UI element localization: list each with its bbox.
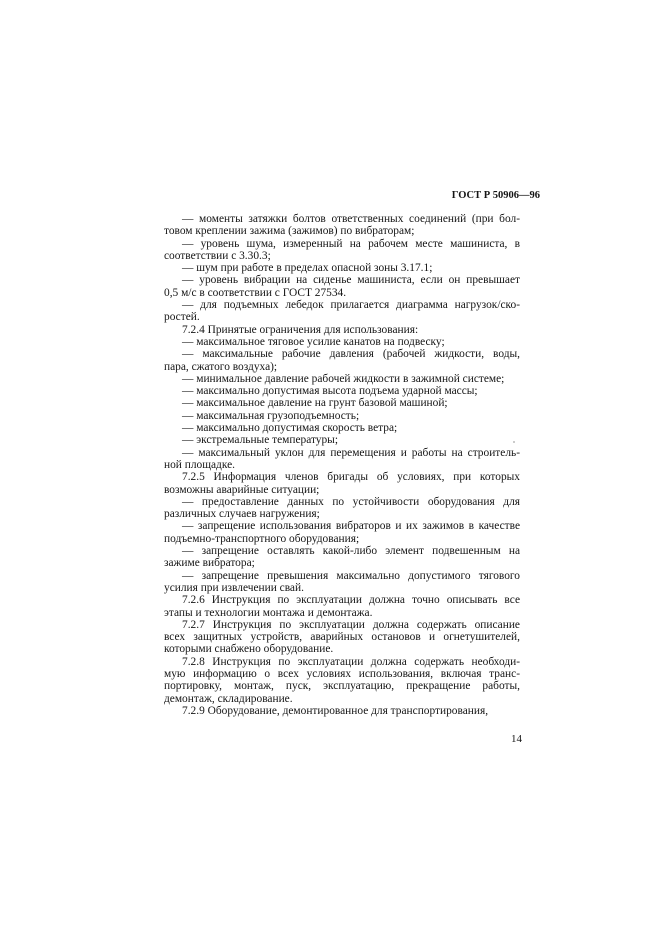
- text-line: — максимальное давление на грунт базовой машиной;: [182, 397, 448, 410]
- paragraph: [146, 213, 520, 238]
- standard-code-header: ГОСТ Р 50906—96: [451, 190, 540, 201]
- text-line: 7.2.8 Инструкция по эксплуатации должна содержать необходи-: [182, 655, 520, 668]
- text-line: портировку, монтаж, пуск, эксплуатацию, прекращение работы,: [164, 680, 520, 693]
- text-line: возможны аварийные ситуации;: [164, 483, 320, 496]
- text-line: 7.2.5 Информация членов бригады об условиях, при которых: [182, 471, 520, 484]
- paragraph: [146, 299, 520, 324]
- paragraph: [146, 594, 520, 619]
- paragraph: [146, 274, 520, 299]
- text-line: — для подъемных лебедок прилагается диаграмма нагрузок/ско-: [182, 299, 520, 312]
- paragraph: [146, 570, 520, 595]
- text-line: 7.2.9 Оборудование, демонтированное для транспортирования,: [182, 704, 489, 717]
- text-line: — уровень вибрации на сиденье машиниста, если он превышает: [182, 274, 520, 287]
- text-line: мую информацию о всех условиях использования, включая транс-: [164, 667, 520, 680]
- text-line: 0,5 м/с в соответствии с ГОСТ 27534.: [164, 286, 347, 299]
- text-line: — запрещение превышения максимально допустимого тягового: [182, 569, 520, 582]
- text-line: — экстремальные температуры;: [182, 434, 339, 447]
- paragraph: [146, 471, 520, 496]
- paragraph: [146, 397, 520, 409]
- page-number: 14: [511, 733, 522, 745]
- text-line: усилия при извлечении свай.: [164, 581, 304, 594]
- paragraph: [146, 656, 520, 705]
- text-line: этапы и технологии монтажа и демонтажа.: [164, 606, 373, 619]
- text-line: — максимальный уклон для перемещения и работы на строитель-: [182, 446, 520, 459]
- paragraph: [146, 238, 520, 263]
- scan-speck: [513, 441, 515, 443]
- paragraph: [146, 434, 520, 446]
- text-line: демонтаж, складирование.: [164, 692, 293, 705]
- text-line: — моменты затяжки болтов ответственных соединений (при бол-: [182, 213, 520, 225]
- paragraph: [146, 385, 520, 397]
- paragraph: [146, 410, 520, 422]
- text-line: — максимально допустимая высота подъема ударной массы;: [182, 385, 478, 398]
- paragraph: [146, 422, 520, 434]
- text-line: соответствии с 3.30.3;: [164, 249, 271, 262]
- text-line: — максимальное тяговое усилие канатов на подвеску;: [182, 335, 445, 348]
- text-line: — предоставление данных по устойчивости оборудования для: [182, 495, 520, 508]
- text-line: — максимальные рабочие давления (рабочей жидкости, воды,: [182, 348, 520, 361]
- text-line: — уровень шума, измеренный на рабочем месте машиниста, в: [182, 237, 520, 250]
- paragraph: [146, 324, 520, 336]
- text-line: которыми снабжено оборудование.: [164, 643, 334, 656]
- text-line: различных случаев нагружения;: [164, 508, 320, 521]
- text-line: товом креплении зажима (зажимов) по вибраторам;: [164, 225, 415, 238]
- paragraph: [146, 348, 520, 373]
- paragraph: [146, 262, 520, 274]
- text-line: — максимально допустимая скорость ветра;: [182, 422, 398, 435]
- paragraph: [146, 705, 520, 717]
- text-line: ростей.: [164, 311, 200, 324]
- text-line: 7.2.6 Инструкция по эксплуатации должна точно описывать все: [182, 594, 520, 607]
- paragraph: [146, 496, 520, 521]
- text-line: 7.2.4 Принятые ограничения для использования:: [182, 323, 419, 336]
- text-line: 7.2.7 Инструкция по эксплуатации должна содержать описание: [182, 618, 520, 631]
- text-line: — запрещение оставлять какой-либо элемент подвешенным на: [182, 545, 520, 558]
- document-body: [146, 213, 520, 717]
- text-line: — шум при работе в пределах опасной зоны 3.17.1;: [182, 262, 433, 275]
- paragraph: [146, 619, 520, 656]
- text-line: — запрещение использования вибраторов и их зажимов в качестве: [182, 520, 520, 533]
- text-line: пара, сжатого воздуха);: [164, 360, 278, 373]
- paragraph: [146, 520, 520, 545]
- paragraph: [146, 373, 520, 385]
- text-line: ной площадке.: [164, 458, 235, 471]
- text-line: зажиме вибратора;: [164, 557, 255, 570]
- paragraph: [146, 545, 520, 570]
- text-line: всех защитных устройств, аварийных остановов и огнетушителей,: [164, 631, 520, 644]
- paragraph: [146, 447, 520, 472]
- paragraph: [146, 336, 520, 348]
- text-line: — максимальная грузоподъемность;: [182, 409, 360, 422]
- text-line: подъемно-транспортного оборудования;: [164, 532, 360, 545]
- text-line: — минимальное давление рабочей жидкости в зажимной системе;: [182, 372, 505, 385]
